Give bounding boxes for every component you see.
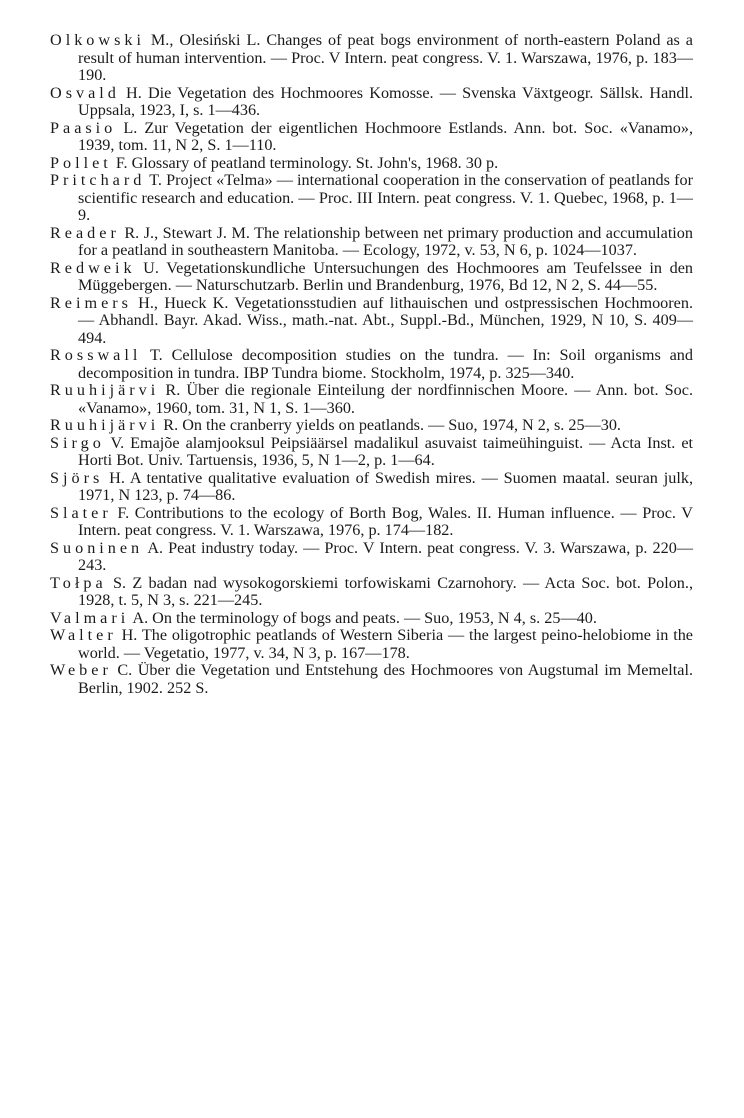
reference-author: Sjörs xyxy=(50,468,104,487)
reference-author: Ruuhijärvi xyxy=(50,381,160,399)
reference-author: Redweik xyxy=(50,258,136,277)
reference-entry xyxy=(50,417,693,435)
reference-author: Paasio xyxy=(50,118,117,137)
reference-details: R. Über die regionale Einteilung der nordfinnischen Moore. — Ann. bot. Soc. «Vanamo», 1960, tom. 31, N 1, S. 1—360. xyxy=(78,381,693,417)
reference-entry xyxy=(50,382,693,417)
reference-entry xyxy=(50,435,693,470)
reference-author: Suoninen xyxy=(50,538,144,557)
bibliography-page xyxy=(50,32,693,697)
reference-entry xyxy=(50,85,693,120)
reference-author: Olkowski xyxy=(50,31,145,49)
reference-author: Valmari xyxy=(50,608,130,627)
reference-details: U. Vegetationskundliche Untersuchungen des Hochmoores am Teufelssee in den Müggebergen. — Naturschutzarb. Berlin und Brandenburg, 1976, Bd 12, N 2, S. 44—55. xyxy=(78,258,693,294)
reference-entry xyxy=(50,225,693,260)
reference-entry xyxy=(50,540,693,575)
reference-author: Slater xyxy=(50,503,112,522)
reference-entry xyxy=(50,505,693,540)
reference-details: R. J., Stewart J. M. The relationship between net primary production and accumulation for a peatland in southeastern Manitoba. — Ecology, 1972, v. 53, N 6, p. 1024—1037. xyxy=(78,223,693,259)
reference-details: V. Emajõe alamjooksul Peipsiäärsel madalikul asuvaist taimeühinguist. — Acta Inst. et Horti Bot. Univ. Tartuensis, 1936, 5, N 1—2, p. 1—64. xyxy=(78,433,693,469)
reference-entry xyxy=(50,627,693,662)
reference-details: H. Die Vegetation des Hochmoores Komosse. — Svenska Växtgeogr. Sällsk. Handl. Uppsala, 1923, I, s. 1—436. xyxy=(78,83,693,119)
reference-author: Reader xyxy=(50,223,120,242)
reference-author: Ruuhijärvi xyxy=(50,416,160,434)
reference-entry xyxy=(50,662,693,697)
reference-entry xyxy=(50,260,693,295)
reference-details: H., Hueck K. Vegetationsstudien auf lithauischen und ostpressischen Hochmooren. — Abhandl. Bayr. Akad. Wiss., math.-nat. Abt., Suppl.-Bd., München, 1929, N 10, S. 409—494. xyxy=(78,293,693,347)
reference-author: Osvald xyxy=(50,83,120,102)
reference-entry xyxy=(50,347,693,382)
reference-author: Weber xyxy=(50,661,112,679)
reference-author: Tołpa xyxy=(50,573,107,592)
reference-entry xyxy=(50,32,693,85)
reference-details: A. Peat industry today. — Proc. V Intern. peat congress. V. 3. Warszawa, p. 220—243. xyxy=(78,538,693,574)
reference-details: C. Über die Vegetation und Entstehung des Hochmoores von Augstumal im Memeltal. Berlin, 1902. 252 S. xyxy=(78,661,693,697)
reference-details: H. A tentative qualitative evaluation of Swedish mires. — Suomen maatal. seuran julk, 1971, N 123, p. 74—86. xyxy=(78,468,693,504)
reference-author: Pollet xyxy=(50,153,112,172)
reference-author: Rosswall xyxy=(50,346,142,364)
reference-entry xyxy=(50,172,693,225)
reference-entry xyxy=(50,120,693,155)
reference-details: A. On the terminology of bogs and peats. — Suo, 1953, N 4, s. 25—40. xyxy=(129,608,597,627)
reference-list xyxy=(50,32,693,697)
reference-author: Pritchard xyxy=(50,171,146,189)
reference-entry xyxy=(50,155,693,173)
reference-details: S. Z badan nad wysokogorskiemi torfowiskami Czarnohory. — Acta Soc. bot. Polon., 1928, t. 5, N 3, s. 221—245. xyxy=(78,573,693,609)
reference-entry xyxy=(50,470,693,505)
reference-author: Reimers xyxy=(50,293,132,312)
reference-details: T. Cellulose decomposition studies on the tundra. — In: Soil organisms and decomposition in tundra. IBP Tundra biome. Stockholm, 1974, p. 325—340. xyxy=(78,346,693,382)
reference-details: F. Contributions to the ecology of Borth Bog, Wales. II. Human influence. — Proc. V Intern. peat congress. V. 1. Warszawa, 1976, p. 174—182. xyxy=(78,503,693,539)
reference-details: R. On the cranberry yields on peatlands. — Suo, 1974, N 2, s. 25—30. xyxy=(159,416,621,434)
reference-details: T. Project «Telma» — international cooperation in the conservation of peatlands for scientific research and education. — Proc. III Intern. peat congress. V. 1. Quebec, 1968, p. 1—9. xyxy=(78,171,693,224)
reference-entry xyxy=(50,610,693,628)
reference-entry xyxy=(50,575,693,610)
reference-author: Sirgo xyxy=(50,433,105,452)
reference-details: H. The oligotrophic peatlands of Western Siberia — the largest peino-helobiome in the world. — Vegetatio, 1977, v. 34, N 3, p. 167—178. xyxy=(78,626,693,662)
reference-details: F. Glossary of peatland terminology. St. John's, 1968. 30 p. xyxy=(111,153,499,172)
reference-details: M., Olesiński L. Changes of peat bogs environment of north-eastern Poland as a result of human intervention. — Proc. V Intern. peat congress. V. 1. Warszawa, 1976, p. 183—190. xyxy=(78,31,693,84)
reference-author: Walter xyxy=(50,626,117,644)
reference-details: L. Zur Vegetation der eigentlichen Hochmoore Estlands. Ann. bot. Soc. «Vanamo», 1939, tom. 11, N 2, S. 1—110. xyxy=(78,118,693,154)
reference-entry xyxy=(50,295,693,348)
